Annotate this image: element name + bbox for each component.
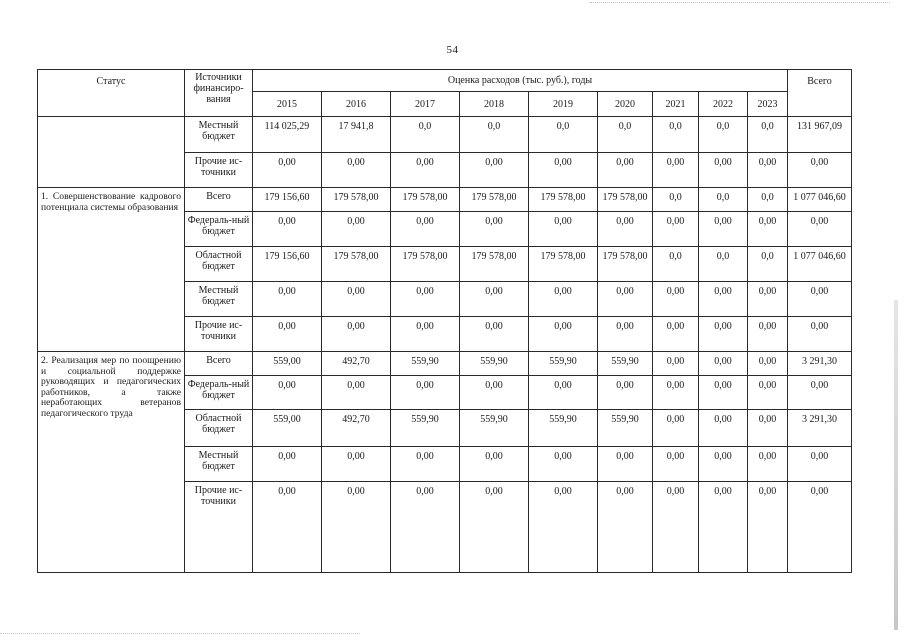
- value-cell: 0,00: [391, 153, 460, 188]
- value-cell: 0,00: [460, 212, 529, 247]
- value-cell: 0,00: [253, 482, 322, 573]
- value-cell: 559,90: [598, 352, 653, 376]
- value-cell: 492,70: [322, 352, 391, 376]
- header-sources: Источники финансиро-вания: [185, 70, 253, 117]
- value-cell: 0,00: [253, 376, 322, 410]
- value-cell: 0,00: [748, 317, 788, 352]
- total-cell: 1 077 046,60: [788, 188, 852, 212]
- value-cell: 0,00: [699, 282, 748, 317]
- value-cell: 0,00: [748, 447, 788, 482]
- value-cell: 0,0: [748, 188, 788, 212]
- value-cell: 0,0: [699, 247, 748, 282]
- value-cell: 0,0: [391, 117, 460, 153]
- value-cell: 0,00: [322, 317, 391, 352]
- source-cell: Местный бюджет: [185, 447, 253, 482]
- header-status: Статус: [38, 70, 185, 117]
- source-cell: Местный бюджет: [185, 282, 253, 317]
- status-cell: 2. Реализация мер по поощрению и социальной поддержке руководящих и педагогических работников, а также неработающих ветеранов педагогического труда: [38, 352, 185, 573]
- total-cell: 0,00: [788, 317, 852, 352]
- value-cell: 0,00: [653, 153, 699, 188]
- value-cell: 179 156,60: [253, 188, 322, 212]
- budget-table: [37, 69, 852, 573]
- value-cell: 559,90: [460, 410, 529, 447]
- value-cell: 179 578,00: [322, 247, 391, 282]
- value-cell: 0,00: [653, 482, 699, 573]
- value-cell: 0,00: [653, 352, 699, 376]
- value-cell: 179 578,00: [529, 247, 598, 282]
- value-cell: 0,00: [699, 410, 748, 447]
- value-cell: 0,00: [653, 376, 699, 410]
- header-year: 2021: [653, 92, 699, 117]
- value-cell: 179 578,00: [598, 247, 653, 282]
- value-cell: 179 578,00: [529, 188, 598, 212]
- source-cell: Прочие ис-точники: [185, 153, 253, 188]
- value-cell: 559,00: [253, 410, 322, 447]
- value-cell: 0,00: [748, 482, 788, 573]
- value-cell: 0,00: [460, 153, 529, 188]
- total-cell: 0,00: [788, 212, 852, 247]
- value-cell: 0,00: [460, 376, 529, 410]
- value-cell: 179 578,00: [391, 247, 460, 282]
- value-cell: 0,0: [699, 188, 748, 212]
- value-cell: 0,00: [653, 282, 699, 317]
- header-row: [38, 70, 852, 92]
- scan-artifact-top: [590, 2, 890, 5]
- value-cell: 492,70: [322, 410, 391, 447]
- value-cell: 559,90: [598, 410, 653, 447]
- total-cell: 3 291,30: [788, 352, 852, 376]
- value-cell: 0,00: [322, 482, 391, 573]
- value-cell: 0,00: [460, 317, 529, 352]
- total-cell: 0,00: [788, 376, 852, 410]
- header-year: 2018: [460, 92, 529, 117]
- table-row: [38, 188, 852, 212]
- total-cell: 0,00: [788, 153, 852, 188]
- status-cell: 1. Совершенствование кадрового потенциала системы образования: [38, 188, 185, 352]
- value-cell: 179 578,00: [598, 188, 653, 212]
- value-cell: 0,00: [253, 153, 322, 188]
- value-cell: 0,0: [699, 117, 748, 153]
- value-cell: 0,00: [748, 410, 788, 447]
- total-cell: 0,00: [788, 482, 852, 573]
- header-year: 2023: [748, 92, 788, 117]
- value-cell: 559,90: [460, 352, 529, 376]
- value-cell: 0,00: [391, 447, 460, 482]
- value-cell: 179 156,60: [253, 247, 322, 282]
- value-cell: 179 578,00: [460, 247, 529, 282]
- page-number: 54: [446, 44, 459, 56]
- value-cell: 0,00: [653, 447, 699, 482]
- value-cell: 0,00: [748, 352, 788, 376]
- source-cell: Федераль-ный бюджет: [185, 376, 253, 410]
- value-cell: 559,90: [529, 410, 598, 447]
- header-year: 2022: [699, 92, 748, 117]
- value-cell: 0,00: [598, 482, 653, 573]
- value-cell: 0,00: [529, 447, 598, 482]
- value-cell: 0,00: [391, 317, 460, 352]
- value-cell: 0,00: [653, 317, 699, 352]
- value-cell: 0,00: [699, 153, 748, 188]
- value-cell: 0,0: [653, 188, 699, 212]
- value-cell: 0,00: [653, 212, 699, 247]
- header-estimate: Оценка расходов (тыс. руб.), годы: [253, 70, 788, 92]
- header-year: 2015: [253, 92, 322, 117]
- value-cell: 114 025,29: [253, 117, 322, 153]
- value-cell: 0,0: [748, 117, 788, 153]
- value-cell: 0,00: [699, 482, 748, 573]
- value-cell: 0,00: [460, 282, 529, 317]
- value-cell: 0,00: [598, 153, 653, 188]
- value-cell: 0,00: [699, 317, 748, 352]
- scan-artifact-bottom: [0, 633, 360, 636]
- value-cell: 0,0: [598, 117, 653, 153]
- source-cell: Областной бюджет: [185, 410, 253, 447]
- value-cell: 0,00: [391, 482, 460, 573]
- value-cell: 0,00: [529, 153, 598, 188]
- value-cell: 0,00: [460, 447, 529, 482]
- header-year: 2020: [598, 92, 653, 117]
- source-cell: Местный бюджет: [185, 117, 253, 153]
- value-cell: 559,90: [529, 352, 598, 376]
- value-cell: 0,0: [653, 247, 699, 282]
- value-cell: 0,00: [322, 282, 391, 317]
- value-cell: 0,00: [253, 317, 322, 352]
- value-cell: 17 941,8: [322, 117, 391, 153]
- value-cell: 0,00: [748, 376, 788, 410]
- value-cell: 0,00: [748, 153, 788, 188]
- total-cell: 0,00: [788, 282, 852, 317]
- value-cell: 0,00: [748, 212, 788, 247]
- source-cell: Всего: [185, 188, 253, 212]
- header-total: Всего: [788, 70, 852, 117]
- total-cell: 1 077 046,60: [788, 247, 852, 282]
- value-cell: 0,00: [322, 447, 391, 482]
- source-cell: Прочие ис-точники: [185, 317, 253, 352]
- table-row: [38, 352, 852, 376]
- total-cell: 0,00: [788, 447, 852, 482]
- value-cell: 0,00: [322, 376, 391, 410]
- table-row: [38, 117, 852, 153]
- value-cell: 0,0: [653, 117, 699, 153]
- value-cell: 0,00: [598, 447, 653, 482]
- source-cell: Областной бюджет: [185, 247, 253, 282]
- value-cell: 0,00: [322, 212, 391, 247]
- value-cell: 0,0: [748, 247, 788, 282]
- value-cell: 559,00: [253, 352, 322, 376]
- value-cell: 0,00: [699, 376, 748, 410]
- header-year: 2016: [322, 92, 391, 117]
- value-cell: 0,00: [253, 212, 322, 247]
- value-cell: 179 578,00: [391, 188, 460, 212]
- value-cell: 0,00: [391, 282, 460, 317]
- value-cell: 0,00: [748, 282, 788, 317]
- value-cell: 0,00: [699, 212, 748, 247]
- value-cell: 559,90: [391, 410, 460, 447]
- source-cell: Прочие ис-точники: [185, 482, 253, 573]
- value-cell: 0,0: [529, 117, 598, 153]
- header-year: 2017: [391, 92, 460, 117]
- value-cell: 559,90: [391, 352, 460, 376]
- status-cell: [38, 117, 185, 188]
- value-cell: 0,00: [253, 447, 322, 482]
- source-cell: Федераль-ный бюджет: [185, 212, 253, 247]
- total-cell: 3 291,30: [788, 410, 852, 447]
- value-cell: 0,00: [598, 212, 653, 247]
- value-cell: 0,00: [598, 376, 653, 410]
- value-cell: 0,00: [529, 212, 598, 247]
- value-cell: 0,00: [391, 376, 460, 410]
- value-cell: 0,00: [391, 212, 460, 247]
- value-cell: 0,00: [699, 447, 748, 482]
- value-cell: 0,00: [322, 153, 391, 188]
- value-cell: 0,00: [253, 282, 322, 317]
- value-cell: 0,00: [529, 376, 598, 410]
- value-cell: 179 578,00: [322, 188, 391, 212]
- value-cell: 0,00: [529, 482, 598, 573]
- header-year: 2019: [529, 92, 598, 117]
- value-cell: 0,00: [598, 282, 653, 317]
- value-cell: 0,0: [460, 117, 529, 153]
- value-cell: 0,00: [598, 317, 653, 352]
- value-cell: 0,00: [529, 282, 598, 317]
- total-cell: 131 967,09: [788, 117, 852, 153]
- scan-artifact-right: [894, 300, 898, 630]
- value-cell: 0,00: [529, 317, 598, 352]
- value-cell: 0,00: [653, 410, 699, 447]
- value-cell: 0,00: [460, 482, 529, 573]
- value-cell: 179 578,00: [460, 188, 529, 212]
- value-cell: 0,00: [699, 352, 748, 376]
- source-cell: Всего: [185, 352, 253, 376]
